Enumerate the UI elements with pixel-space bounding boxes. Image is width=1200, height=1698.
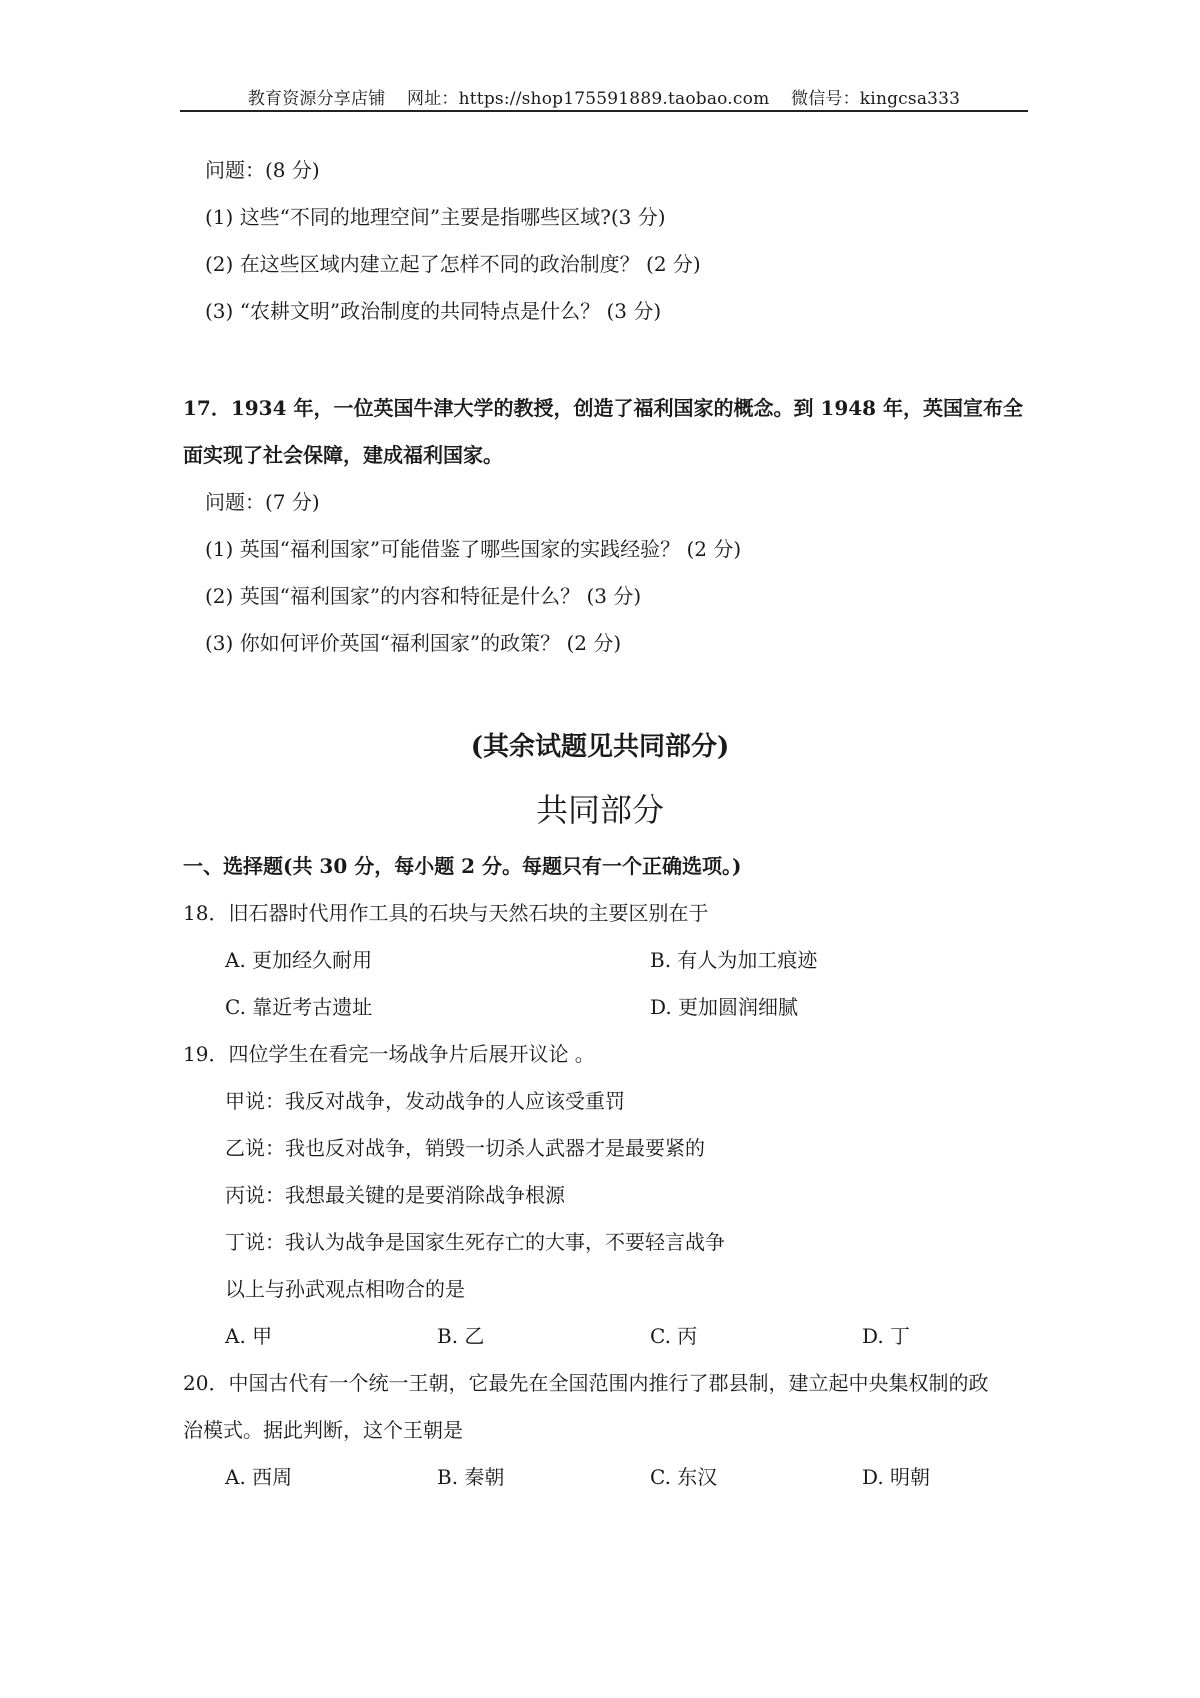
section1-heading: 一、选择题(共 30 分，每小题 2 分。每题只有一个正确选项。) [183,854,742,878]
header-wechat: 微信号：kingcsa333 [791,89,961,109]
q16-prompt: 问题：(8 分) [205,158,320,182]
q17-stem-line-1: 17．1934 年，一位英国牛津大学的教授，创造了福利国家的概念。到 1948 年，英国宣布全 [183,396,1024,420]
q16-sub-3: (3) “农耕文明”政治制度的共同特点是什么？ (3 分) [205,299,662,323]
q18-option-d: D. 更加圆润细腻 [650,995,799,1019]
q18-option-a: A. 更加经久耐用 [225,948,373,972]
page-header [180,84,1028,109]
q17-sub-1: (1) 英国“福利国家”可能借鉴了哪些国家的实践经验？ (2 分) [205,537,742,561]
q16-sub-1: (1) 这些“不同的地理空间”主要是指哪些区域?(3 分) [205,205,666,229]
q17-prompt: 问题：(7 分) [205,490,320,514]
header-rule [180,110,1028,112]
q18-stem: 18．旧石器时代用作工具的石块与天然石块的主要区别在于 [183,901,709,925]
q19-option-d: D. 丁 [862,1324,911,1348]
q19-statement-1: 甲说：我反对战争，发动战争的人应该受重罚 [225,1089,625,1113]
q17-sub-3: (3) 你如何评价英国“福利国家”的政策？ (2 分) [205,631,622,655]
q20-option-b: B. 秦朝 [437,1465,505,1489]
q19-question: 以上与孙武观点相吻合的是 [225,1277,465,1301]
q19-option-b: B. 乙 [437,1324,485,1348]
q19-option-a: A. 甲 [225,1324,273,1348]
q17-sub-2: (2) 英国“福利国家”的内容和特征是什么？ (3 分) [205,584,642,608]
q16-sub-2: (2) 在这些区域内建立起了怎样不同的政治制度？ (2 分) [205,252,701,276]
q19-statement-2: 乙说：我也反对战争，销毁一切杀人武器才是最要紧的 [225,1136,705,1160]
header-shop: 教育资源分享店铺 [247,89,386,109]
q17-stem-line-2: 面实现了社会保障，建成福利国家。 [183,443,503,467]
q19-statement-4: 丁说：我认为战争是国家生死存亡的大事，不要轻言战争 [225,1230,725,1254]
q19-option-c: C. 丙 [650,1324,698,1348]
q18-option-c: C. 靠近考古遗址 [225,995,373,1019]
q20-option-c: C. 东汉 [650,1465,718,1489]
q20-option-d: D. 明朝 [862,1465,931,1489]
q18-option-b: B. 有人为加工痕迹 [650,948,818,972]
q19-stem: 19．四位学生在看完一场战争片后展开议论 。 [183,1042,595,1066]
remaining-questions-note: (其余试题见共同部分) [470,732,730,762]
header-url: 网址：https://shop175591889.taobao.com [407,89,770,109]
q19-statement-3: 丙说：我想最关键的是要消除战争根源 [225,1183,565,1207]
q20-stem-line-1: 20．中国古代有一个统一王朝，它最先在全国范围内推行了郡县制，建立起中央集权制的政 [183,1371,989,1395]
section-title: 共同部分 [535,791,664,829]
q20-stem-line-2: 治模式。据此判断，这个王朝是 [183,1418,463,1442]
q20-option-a: A. 西周 [225,1465,293,1489]
